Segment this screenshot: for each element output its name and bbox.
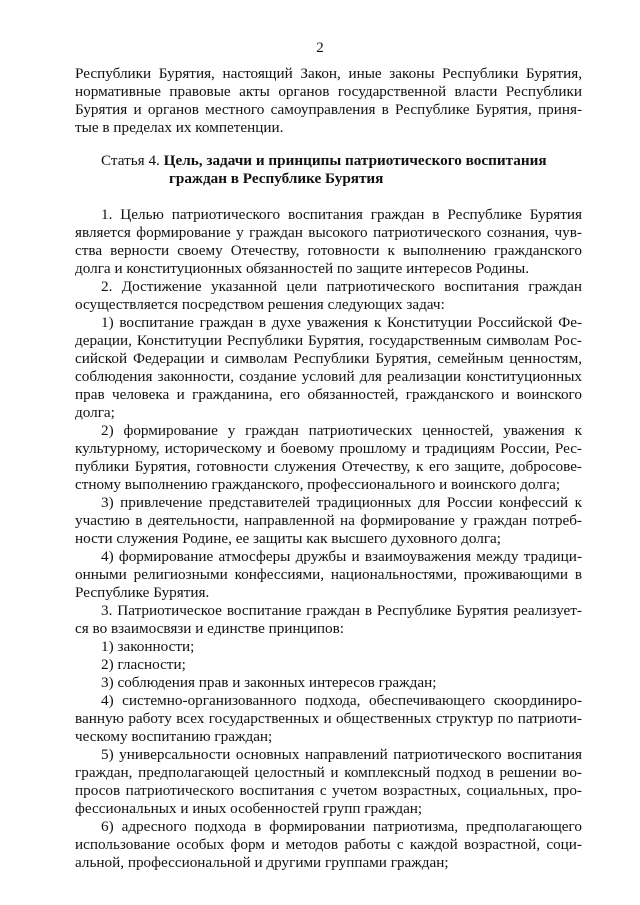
text-line: 1) законности; [101, 638, 195, 655]
text-line: 3) привлечение представителей традиционных для России конфессий к [101, 494, 582, 511]
article-title-line1: Цель, задачи и принципы патриотического воспитания [163, 152, 547, 169]
text-line: соблюдения законности, создание условий для реализации конституционных [75, 368, 582, 385]
text-line: 2) формирование у граждан патриотических ценностей, уважения к [101, 422, 582, 439]
text-line: является формирование у граждан высокого патриотического сознания, чув- [75, 224, 582, 241]
text-line: Бурятия и органов местного самоуправления в Республике Бурятия, приня- [75, 101, 582, 118]
page-number: 2 [316, 40, 324, 56]
text-line: ся во взаимосвязи и единстве принципов: [75, 620, 345, 637]
text-line: культурному, историческому и боевому прошлому и традициям России, Рес- [75, 440, 582, 457]
text-line: ства верности своему Отечеству, готовности к выполнению гражданского [75, 242, 582, 259]
article-heading [101, 152, 547, 170]
text-line: долга и конституционных обязанностей по защите интересов Родины. [75, 260, 530, 277]
text-line: нормативные правовые акты органов государственной власти Республики [75, 83, 582, 100]
text-line: 2) гласности; [101, 656, 186, 673]
text-line: 5) универсальности основных направлений патриотического воспитания [101, 746, 582, 763]
text-line: онными религиозными конфессиями, национальностями, проживающими в [75, 566, 582, 583]
text-line: ности служения Родине, ее защиты как высшего духовного долга; [75, 530, 502, 547]
article-title-line2: граждан в Республике Бурятия [169, 170, 384, 187]
text-line: сийской Федерации и символам Республики Бурятия, семейным ценностям, [75, 350, 582, 367]
text-line: 6) адресного подхода в формировании патриотизма, предполагающего [101, 818, 582, 835]
text-line: тые в пределах их компетенции. [75, 119, 284, 136]
text-line: Республики Бурятия, настоящий Закон, иные законы Республики Бурятия, [75, 65, 582, 82]
text-line: 4) формирование атмосферы дружбы и взаимоуважения между традици- [101, 548, 582, 565]
text-line: Республике Бурятия. [75, 584, 210, 601]
text-line: просов патриотического воспитания с учетом возрастных, социальных, про- [75, 782, 582, 799]
text-line: 2. Достижение указанной цели патриотического воспитания граждан [101, 278, 582, 295]
text-line: ванную работу всех государственных и общественных структур по патриоти- [75, 710, 582, 727]
text-line: ческому воспитанию граждан; [75, 728, 273, 745]
text-line: прав человека и гражданина, его обязанностей, гражданского и воинского [75, 386, 582, 403]
text-line: фессиональных и иных особенностей групп граждан; [75, 800, 423, 817]
text-line: осуществляется посредством решения следующих задач: [75, 296, 445, 313]
article-heading-cont [169, 170, 383, 188]
text-line: 1. Целью патриотического воспитания граждан в Республике Бурятия [101, 206, 582, 223]
text-line: 1) воспитание граждан в духе уважения к Конституции Российской Фе- [101, 314, 582, 331]
text-line: 4) системно-организованного подхода, обеспечивающего скоординиро- [101, 692, 582, 709]
text-line: долга; [75, 404, 115, 421]
text-line: альной, профессиональной и другими группами граждан; [75, 854, 449, 871]
text-line: публики Бурятия, готовности служения Отечеству, к его защите, добросове- [75, 458, 582, 475]
text-line: дерации, Конституции Республики Бурятия, государственным символам Рос- [75, 332, 582, 349]
text-line: 3. Патриотическое воспитание граждан в Республике Бурятия реализует- [101, 602, 582, 619]
text-line: участию в деятельности, направленной на формирование у граждан потреб- [75, 512, 582, 529]
text-line: граждан, предполагающей целостный и комплексный подход в решении во- [75, 764, 582, 781]
text-line: 3) соблюдения прав и законных интересов граждан; [101, 674, 437, 691]
text-line: стному выполнению гражданского, профессионального и воинского долга; [75, 476, 561, 493]
article-prefix: Статья 4. [101, 152, 160, 169]
text-line: использование особых форм и методов работы с каждой возрастной, соци- [75, 836, 582, 853]
